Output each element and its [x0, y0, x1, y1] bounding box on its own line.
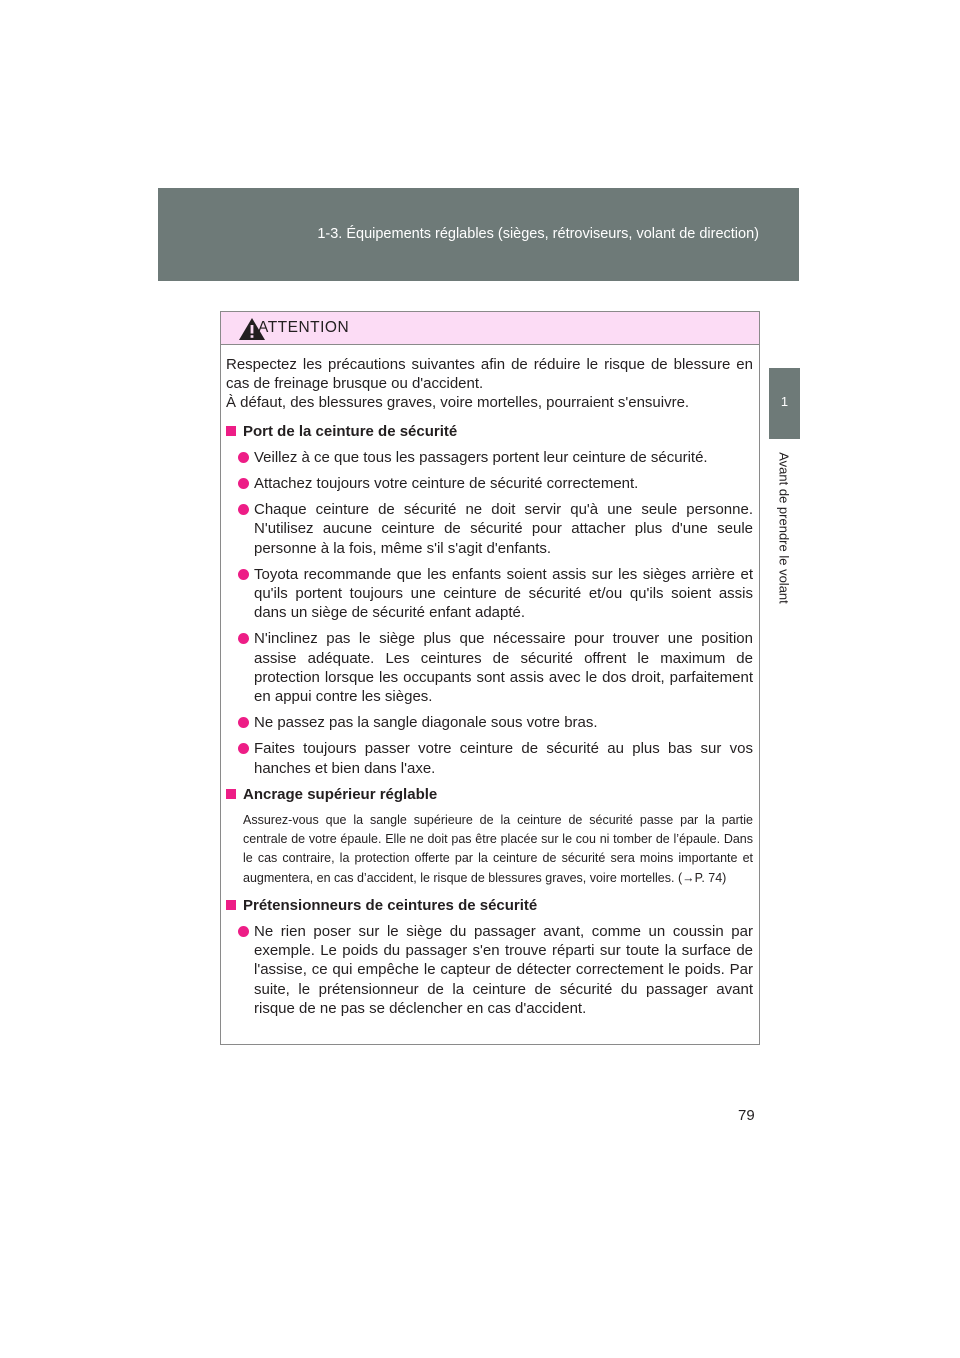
warning-intro: Respectez les précautions suivantes afin de réduire le risque de blessure en cas de freinage brusque ou d'accident. À défaut, des blessures graves, voire mortelles, pourraient s'ensuivre.	[226, 356, 753, 412]
round-bullet-icon	[238, 452, 249, 463]
square-bullet-icon	[226, 900, 236, 910]
list-item: N'inclinez pas le siège plus que nécessaire pour trouver une position assise adéquate. Les ceintures de sécurité offrent le maximum de protection lorsque les occupants sont assis avec le dos droit, parfaitement en appui contre les sièges.	[226, 629, 753, 706]
section-title: 1-3. Équipements réglables (sièges, rétroviseurs, volant de direction)	[317, 226, 759, 242]
warning-body	[221, 345, 759, 1018]
round-bullet-icon	[238, 569, 249, 580]
chapter-tab-number: 1	[780, 394, 789, 409]
section-heading-seatbelt: Port de la ceinture de sécurité	[226, 422, 753, 441]
list-item: Faites toujours passer votre ceinture de sécurité au plus bas sur vos hanches et bien dans l'axe.	[226, 739, 753, 777]
section-heading-anchor: Ancrage supérieur réglable	[226, 785, 753, 804]
round-bullet-icon	[238, 633, 249, 644]
page-number: 79	[738, 1107, 755, 1124]
chapter-tab	[769, 368, 800, 439]
square-bullet-icon	[226, 426, 236, 436]
warning-box	[220, 311, 760, 1045]
square-bullet-icon	[226, 789, 236, 799]
list-item: Attachez toujours votre ceinture de sécurité correctement.	[226, 474, 753, 493]
list-item: Ne rien poser sur le siège du passager avant, comme un coussin par exemple. Le poids du passager s'en trouve réparti sur toute la surface de l'assise, ce qui empêche le capteur de détecter correctement le poids. Par suite, le prétensionneur de la ceinture de sécurité du passager avant risque de ne pas se déclencher en cas d'accident.	[226, 922, 753, 1018]
list-item: Ne passez pas la sangle diagonale sous votre bras.	[226, 713, 753, 732]
round-bullet-icon	[238, 478, 249, 489]
round-bullet-icon	[238, 743, 249, 754]
list-item: Chaque ceinture de sécurité ne doit servir qu'à une seule personne. N'utilisez aucune ceinture de sécurité pour attacher plus d'une seule personne à la fois, même s'il s'agit d'enfants.	[226, 500, 753, 558]
chapter-side-label: Avant de prendre le volant	[776, 452, 792, 604]
list-item: Veillez à ce que tous les passagers portent leur ceinture de sécurité.	[226, 448, 753, 467]
round-bullet-icon	[238, 717, 249, 728]
anchor-paragraph: Assurez-vous que la sangle supérieure de la ceinture de sécurité passe par la partie centrale de votre épaule. Elle ne doit pas être placée sur le cou ni tomber de l’épaule. Dans le cas contraire, la protection offerte par la ceinture de sécurité sera moins importante et augmentera, en cas d’accident, le risque de blessures graves, voire mortelles. (→P. 74)	[243, 813, 753, 885]
chapter-header-band	[158, 188, 799, 281]
round-bullet-icon	[238, 504, 249, 515]
warning-title: ATTENTION	[258, 319, 350, 336]
warning-header	[221, 312, 759, 345]
section-heading-pretensioner: Prétensionneurs de ceintures de sécurité	[226, 896, 753, 915]
round-bullet-icon	[238, 926, 249, 937]
list-item: Toyota recommande que les enfants soient assis sur les sièges arrière et qu'ils portent toujours une ceinture de sécurité et/ou qu'ils soient assis dans un siège de sécurité enfant adapté.	[226, 565, 753, 623]
